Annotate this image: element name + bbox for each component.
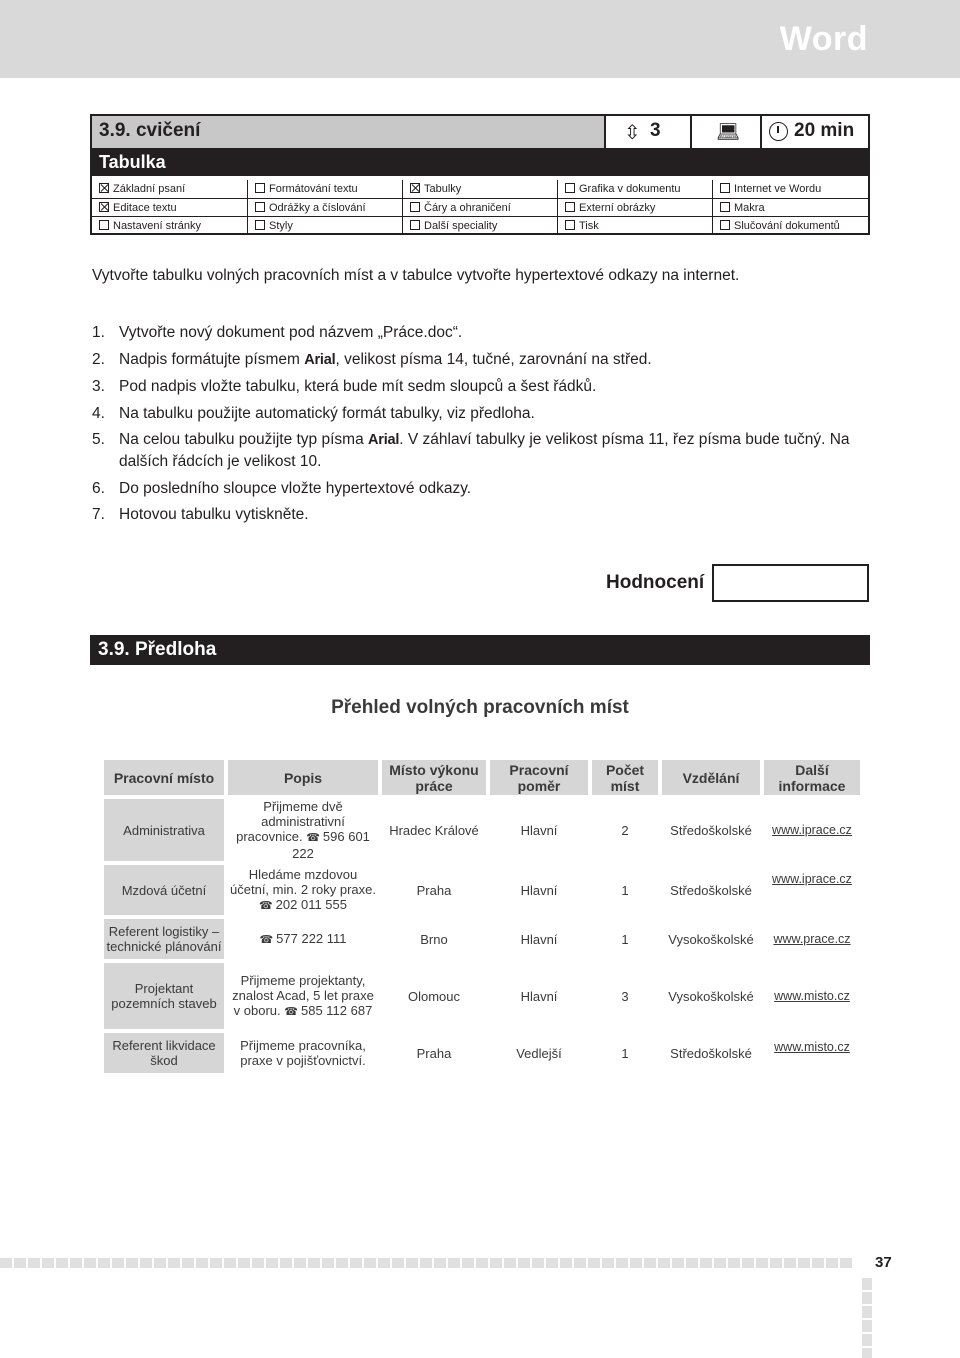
table-row: [104, 1033, 860, 1073]
skill-label: Nastavení stránky: [113, 220, 202, 232]
employment-type-cell: Hlavní: [520, 882, 558, 898]
step-text-continued: . V záhlaví tabulky je velikost písma 11, řez písma bude tučný. Na dalších řádcích je velikost 10.: [119, 431, 850, 470]
skill-item: [247, 199, 402, 217]
more-info-link[interactable]: www.misto.cz: [774, 988, 850, 1003]
skill-item: [92, 180, 247, 198]
column-header: Místo výkonu práce: [382, 760, 486, 795]
position-cell: Referent likvidace škod: [104, 1033, 224, 1073]
phone-icon: ☎: [284, 1005, 298, 1018]
employment-type-cell: Hlavní: [520, 931, 558, 947]
phone-number: 585 112 687: [300, 1002, 373, 1018]
checked-checkbox-icon: [99, 183, 109, 193]
up-down-arrow-icon: ⇳: [624, 122, 641, 144]
column-header: Vzdělání: [662, 760, 760, 795]
education-cell: Středoškolské: [670, 822, 752, 838]
skill-label: Grafika v dokumentu: [579, 183, 681, 195]
phone-number: 596 601 222: [292, 829, 370, 861]
font-name: Arial: [368, 432, 400, 448]
step-number: 4.: [92, 404, 105, 422]
checked-checkbox-icon: [410, 183, 420, 193]
difficulty-level: 3: [650, 120, 661, 141]
template-header-bar: [90, 635, 870, 665]
step-item: [92, 376, 882, 397]
position-cell: Administrativa: [104, 799, 224, 861]
place-cell: Brno: [420, 931, 448, 947]
step-item: [92, 403, 882, 424]
column-header: Pracovní místo: [104, 760, 224, 795]
more-info-link[interactable]: www.prace.cz: [773, 931, 851, 946]
skill-label: Formátování textu: [269, 183, 358, 195]
skill-item: [402, 217, 557, 235]
exercise-title: 3.9. cvičení: [99, 120, 201, 141]
steps-list: [92, 322, 882, 531]
skill-label: Slučování dokumentů: [734, 220, 840, 232]
positions-count-cell: 1: [621, 1045, 629, 1061]
step-item: [92, 504, 882, 525]
description-cell: [228, 865, 378, 915]
positions-count-cell: 1: [621, 931, 629, 947]
step-text: Na celou tabulku použijte typ písma: [119, 431, 368, 448]
education-cell: Vysokoškolské: [668, 988, 754, 1004]
step-item: [92, 322, 882, 343]
skill-label: Internet ve Wordu: [734, 183, 822, 195]
step-number: 1.: [92, 324, 105, 341]
exercise-subtitle-bar: [92, 148, 868, 176]
position-cell: Projektant pozemních staveb: [104, 963, 224, 1029]
step-text: Pod nadpis vložte tabulku, která bude mít sedm sloupců a šest řádků.: [119, 378, 597, 395]
computer-cell: [690, 116, 760, 148]
unchecked-checkbox-icon: [99, 220, 109, 230]
column-header: Další informace: [764, 760, 860, 795]
table-row: [104, 919, 860, 959]
skill-label: Základní psaní: [113, 183, 186, 195]
footer-decoration: [0, 1258, 852, 1268]
checked-checkbox-icon: [99, 202, 109, 212]
description-cell: [228, 963, 378, 1029]
step-text: Vytvořte nový dokument pod názvem „Práce.doc“.: [119, 324, 463, 341]
unchecked-checkbox-icon: [410, 220, 420, 230]
skill-item: [92, 217, 247, 235]
unchecked-checkbox-icon: [565, 220, 575, 230]
step-number: 5.: [92, 431, 105, 448]
skill-label: Další speciality: [424, 220, 498, 232]
skills-row: [92, 216, 868, 234]
unchecked-checkbox-icon: [720, 202, 730, 212]
skills-grid: [92, 180, 868, 234]
unchecked-checkbox-icon: [565, 202, 575, 212]
column-header: Popis: [228, 760, 378, 795]
clock-icon: [769, 122, 788, 141]
job-table-header-row: [104, 760, 860, 795]
skill-item: [247, 180, 402, 198]
phone-icon: ☎: [258, 899, 273, 912]
skill-item: [712, 217, 868, 235]
position-cell: Referent logistiky – technické plánování: [104, 919, 224, 959]
description-text: Hledáme mzdovou účetní, min. 2 roky praxe.: [230, 866, 376, 897]
education-cell: Vysokoškolské: [668, 931, 754, 947]
job-table-body: [104, 799, 860, 1073]
skill-label: Tabulky: [424, 183, 462, 195]
education-cell: Středoškolské: [670, 1045, 752, 1061]
table-row: [104, 963, 860, 1029]
brand-title: Word: [779, 20, 868, 58]
education-cell: Středoškolské: [670, 882, 752, 898]
phone-number: 202 011 555: [275, 896, 348, 912]
step-number: 7.: [92, 506, 105, 523]
skill-label: Makra: [734, 202, 765, 214]
step-item: [92, 429, 882, 472]
description-text: Přijmeme dvě administrativní pracovnice.: [236, 799, 345, 844]
skill-label: Externí obrázky: [579, 202, 656, 214]
top-banner: [0, 0, 960, 78]
job-table: [100, 756, 864, 1077]
step-item: [92, 478, 882, 499]
column-header: Počet míst: [592, 760, 658, 795]
positions-count-cell: 2: [621, 822, 629, 838]
unchecked-checkbox-icon: [720, 220, 730, 230]
description-cell: [228, 1033, 378, 1073]
place-cell: Praha: [416, 882, 452, 898]
position-cell: Mzdová účetní: [104, 865, 224, 915]
skill-label: Čáry a ohraničení: [424, 202, 511, 214]
evaluation-box: [712, 564, 869, 602]
skill-item: [557, 199, 712, 217]
skill-label: Styly: [269, 220, 293, 232]
skill-label: Odrážky a číslování: [269, 202, 366, 214]
description-text: Přijmeme pracovníka, praxe v pojišťovnictví.: [240, 1038, 366, 1068]
exercise-subtitle: Tabulka: [99, 152, 166, 172]
step-text: Na tabulku použijte automatický formát tabulky, viz předloha.: [119, 404, 535, 422]
skill-item: [402, 199, 557, 217]
footer-vertical-decoration: [862, 1278, 872, 1358]
unchecked-checkbox-icon: [255, 220, 265, 230]
skill-item: [712, 180, 868, 198]
unchecked-checkbox-icon: [565, 183, 575, 193]
phone-icon: ☎: [306, 832, 320, 844]
step-number: 3.: [92, 378, 105, 395]
positions-count-cell: 3: [621, 988, 629, 1004]
place-cell: Praha: [416, 1045, 452, 1061]
skill-item: [557, 217, 712, 235]
skill-item: [557, 180, 712, 198]
skills-row: [92, 198, 868, 216]
column-header: Pracovní poměr: [490, 760, 588, 795]
unchecked-checkbox-icon: [720, 183, 730, 193]
more-info-link[interactable]: www.misto.cz: [774, 1040, 850, 1054]
step-text: Do posledního sloupce vložte hypertextové odkazy.: [119, 479, 472, 497]
more-info-link[interactable]: www.iprace.cz: [772, 872, 852, 886]
assignment-intro: Vytvořte tabulku volných pracovních míst a v tabulce vytvořte hypertextové odkazy na internet.: [92, 267, 740, 284]
description-text: Přijmeme projektanty, znalost Acad, 5 let praxe v oboru.: [232, 972, 374, 1018]
employment-type-cell: Hlavní: [520, 988, 558, 1004]
skills-row: [92, 180, 868, 198]
place-cell: Olomouc: [407, 988, 461, 1004]
difficulty-cell: [604, 116, 690, 148]
template-title: 3.9. Předloha: [98, 639, 217, 660]
skill-item: [92, 199, 247, 217]
evaluation-label: Hodnocení: [606, 572, 705, 593]
exercise-header: [90, 114, 870, 235]
step-text: Nadpis formátujte písmem: [119, 350, 305, 368]
place-cell: Hradec Králové: [389, 822, 479, 838]
unchecked-checkbox-icon: [410, 202, 420, 212]
font-name: Arial: [304, 351, 336, 368]
skill-label: Tisk: [579, 220, 599, 232]
more-info-link[interactable]: www.iprace.cz: [772, 822, 852, 837]
unchecked-checkbox-icon: [255, 183, 265, 193]
document-title: Přehled volných pracovních míst: [331, 697, 629, 718]
employment-type-cell: Vedlejší: [516, 1045, 562, 1061]
unchecked-checkbox-icon: [255, 202, 265, 212]
step-text: Hotovou tabulku vytiskněte.: [119, 506, 309, 523]
exercise-title-bar: [92, 116, 868, 148]
skill-item: [247, 217, 402, 235]
step-item: [92, 349, 882, 371]
skill-item: [402, 180, 557, 198]
time-cell: [760, 116, 868, 148]
computer-icon: 💻︎: [716, 122, 741, 143]
skill-label: Editace textu: [113, 202, 177, 214]
page-number: 37: [875, 1254, 892, 1271]
table-row: [104, 865, 860, 915]
step-number: 6.: [92, 479, 105, 497]
step-text-continued: , velikost písma 14, tučné, zarovnání na střed.: [335, 350, 652, 368]
table-row: [104, 799, 860, 861]
time-estimate: 20 min: [794, 120, 855, 141]
phone-icon: ☎: [259, 933, 274, 946]
description-cell: [228, 799, 378, 861]
phone-number: 577 222 111: [276, 930, 347, 946]
description-cell: [228, 919, 378, 959]
step-number: 2.: [92, 350, 105, 368]
employment-type-cell: Hlavní: [520, 822, 558, 838]
positions-count-cell: 1: [621, 882, 629, 898]
skill-item: [712, 199, 868, 217]
